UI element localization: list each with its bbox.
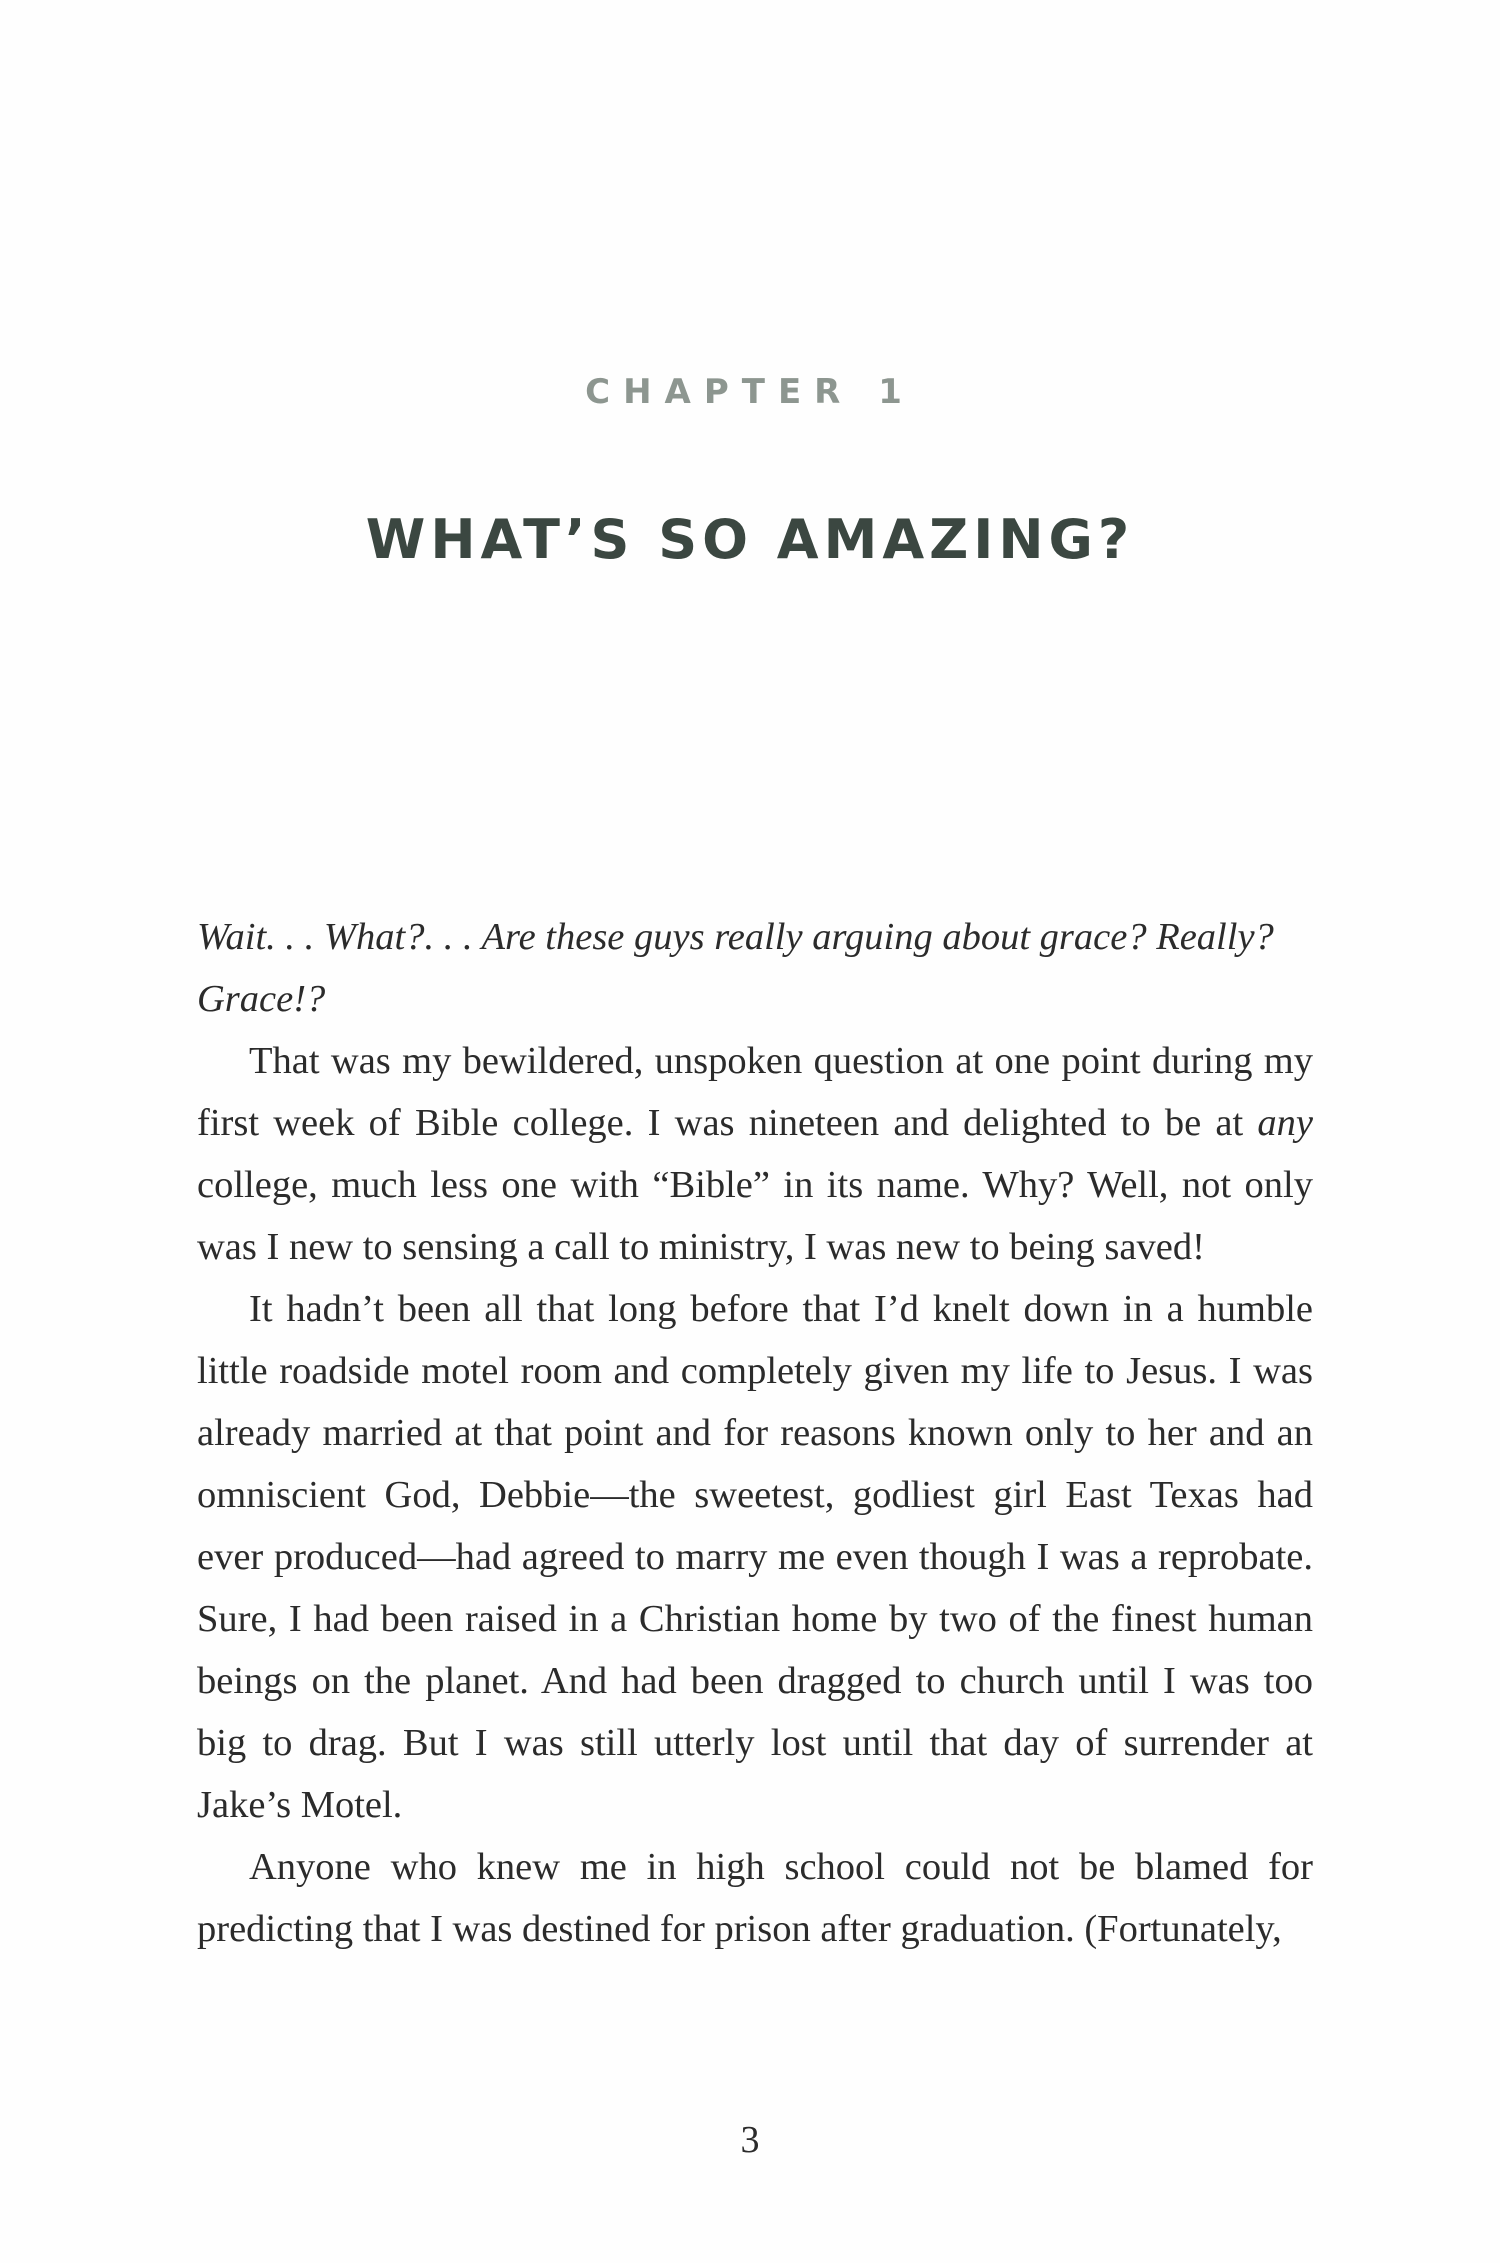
paragraph-text: That was my bewildered, unspoken question at one point during my first week of Bible college. I was nineteen and delighted to be at (197, 1040, 1313, 1144)
paragraph: Anyone who knew me in high school could not be blamed for predicting that I was destined for prison after graduation. (Fortunately, (197, 1846, 1313, 1950)
paragraph (197, 1030, 1313, 1278)
body-text (197, 906, 1313, 1960)
paragraph-opening: Wait. . . What?. . . Are these guys really arguing about grace? Really? Grace!? (197, 916, 1274, 1020)
chapter-label: CHAPTER 1 (585, 372, 915, 412)
emphasis-text: any (1257, 1102, 1313, 1144)
chapter-title: WHAT’S SO AMAZING? (365, 508, 1135, 571)
page-number: 3 (740, 2119, 760, 2161)
paragraph: It hadn’t been all that long before that I’d knelt down in a humble little roadside motel room and completely given my life to Jesus. I was already married at that point and for reasons known only to her and an omniscient God, Debbie—the sweetest, godliest girl East Texas had ever produced—had agreed to marry me even though I was a reprobate. Sure, I had been raised in a Christian home by two of the finest human beings on the planet. And had been dragged to church until I was too big to drag. But I was still utterly lost until that day of surrender at Jake’s Motel. (197, 1288, 1313, 1826)
paragraph-text: college, much less one with “Bible” in its name. Why? Well, not only was I new to sensing a call to ministry, I was new to being saved! (197, 1164, 1313, 1268)
